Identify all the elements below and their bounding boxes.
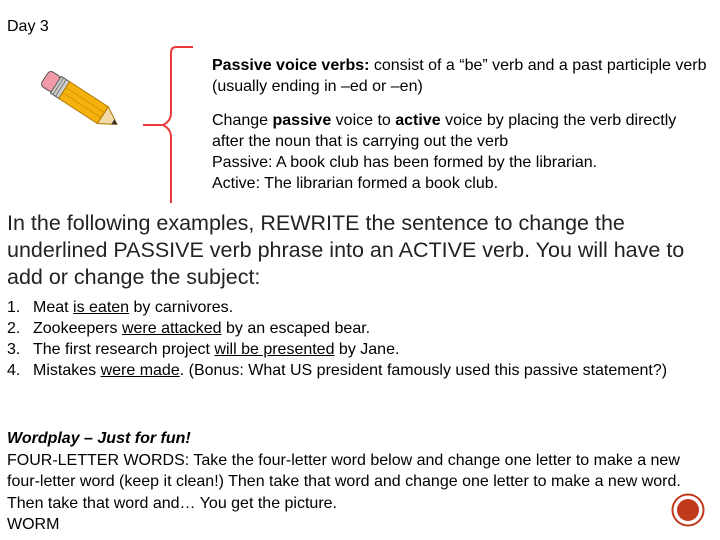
examples-list	[7, 297, 712, 381]
definition-term: Passive voice verbs:	[212, 57, 370, 74]
rule-bold-passive: passive	[272, 112, 332, 129]
wordplay-word: WORM	[7, 516, 60, 533]
active-example: Active: The librarian formed a book club.	[212, 175, 499, 192]
rule-bold-active: active	[395, 112, 441, 129]
example-number: 3.	[7, 341, 21, 358]
definition-text: consist of a “be” verb and a past participle verb (usually ending in –ed or –en)	[212, 57, 707, 95]
underlined-verb: were attacked	[121, 320, 222, 337]
wordplay-body: FOUR-LETTER WORDS: Take the four-letter word below and change one letter to make a new four-letter word (keep it clean!) Then take that word and change one letter to make a new word. Then take that word and… You get the picture.	[7, 451, 681, 512]
example-text: . (Bonus: What US president famously used this passive statement?)	[179, 362, 668, 379]
example-text: Zookeepers	[33, 320, 122, 337]
rule-text: voice by placing the verb directly after the noun that is carrying out the verb	[212, 112, 677, 150]
rule-paragraph	[212, 110, 712, 152]
example-text: The first research project	[33, 341, 215, 358]
example-text: Mistakes	[33, 362, 101, 379]
example-item	[7, 360, 712, 381]
day-label: Day 3	[7, 18, 49, 35]
example-number: 4.	[7, 362, 21, 379]
circle-button-icon[interactable]	[671, 493, 705, 527]
example-number: 1.	[7, 299, 21, 316]
example-text: by Jane.	[334, 341, 400, 358]
passive-example: Passive: A book club has been formed by the librarian.	[212, 154, 598, 171]
example-text: Meat	[33, 299, 74, 316]
underlined-verb: will be presented	[214, 341, 335, 358]
pencil-icon	[36, 70, 126, 132]
example-item	[7, 297, 712, 318]
underlined-verb: is eaten	[73, 299, 130, 316]
example-item	[7, 339, 712, 360]
definition-box	[212, 55, 712, 194]
example-item	[7, 318, 712, 339]
underlined-verb: were made	[100, 362, 180, 379]
definition-paragraph	[212, 55, 712, 97]
rule-text: Change	[212, 112, 273, 129]
rule-text: voice to	[331, 112, 396, 129]
instructions-text: In the following examples, REWRITE the sentence to change the underlined PASSIVE verb phrase into an ACTIVE verb. You will have to add or change the subject:	[7, 211, 685, 289]
wordplay-section	[7, 428, 717, 536]
example-text: by an escaped bear.	[221, 320, 371, 337]
example-number: 2.	[7, 320, 21, 337]
bracket-shape	[138, 45, 198, 205]
wordplay-heading: Wordplay – Just for fun!	[7, 430, 191, 447]
example-text: by carnivores.	[129, 299, 234, 316]
